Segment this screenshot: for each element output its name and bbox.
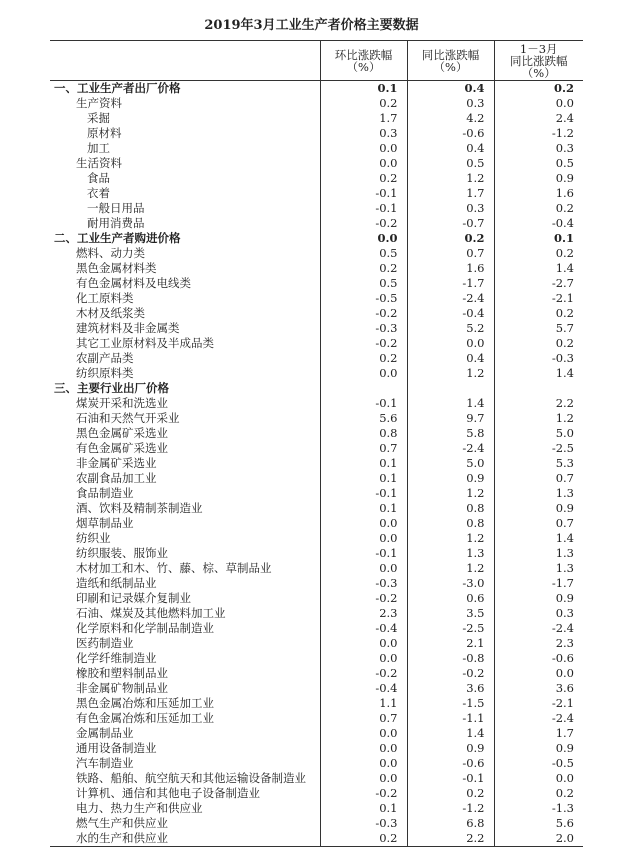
header-mom: 环比涨跌幅（%）: [320, 41, 407, 81]
row-mom-value: 0.0: [320, 516, 407, 531]
row-mom-value: -0.3: [320, 321, 407, 336]
table-row: [50, 591, 583, 606]
table-row: [50, 216, 583, 231]
header-yoy: 同比涨跌幅（%）: [407, 41, 494, 81]
header-ytd: [494, 41, 583, 81]
row-yoy-value: 1.2: [407, 561, 494, 576]
row-label: 黑色金属矿采选业: [76, 426, 168, 440]
table-row: [50, 456, 583, 471]
table-row: [50, 816, 583, 831]
header-ytd-line1: 1－3月: [519, 41, 558, 56]
row-mom-value: -0.1: [320, 201, 407, 216]
table-row: [50, 111, 583, 126]
table-row: [50, 351, 583, 366]
row-ytd-value: 0.7: [494, 516, 583, 531]
row-label: 纺织服装、服饰业: [76, 546, 168, 560]
table-row: [50, 201, 583, 216]
row-ytd-value: -0.3: [494, 351, 583, 366]
row-ytd-value: -2.4: [494, 621, 583, 636]
row-label: 有色金属矿采选业: [76, 441, 168, 455]
row-ytd-value: 0.9: [494, 501, 583, 516]
row-ytd-value: 2.0: [494, 831, 583, 847]
document-title: 2019年3月工业生产者价格主要数据: [204, 18, 419, 33]
row-ytd-value: 0.2: [494, 786, 583, 801]
row-ytd-value: -0.6: [494, 651, 583, 666]
row-label: 耐用消费品: [87, 216, 145, 230]
row-yoy-value: -0.1: [407, 771, 494, 786]
row-ytd-value: 0.0: [494, 96, 583, 111]
row-ytd-value: -0.5: [494, 756, 583, 771]
row-mom-value: 1.1: [320, 696, 407, 711]
row-mom-value: 2.3: [320, 606, 407, 621]
row-yoy-value: 1.3: [407, 546, 494, 561]
row-ytd-value: 1.3: [494, 486, 583, 501]
row-yoy-value: 1.4: [407, 726, 494, 741]
row-yoy-value: 0.4: [407, 81, 494, 97]
row-ytd-value: 1.3: [494, 546, 583, 561]
row-yoy-value: -1.2: [407, 801, 494, 816]
row-ytd-value: -0.4: [494, 216, 583, 231]
table-row: [50, 831, 583, 847]
row-yoy-value: -0.6: [407, 756, 494, 771]
row-mom-value: 0.2: [320, 831, 407, 847]
row-label: 水的生产和供应业: [50, 831, 320, 847]
row-yoy-value: 2.2: [407, 831, 494, 847]
row-yoy-value: -0.6: [407, 126, 494, 141]
row-yoy-value: -1.5: [407, 696, 494, 711]
row-mom-value: -0.4: [320, 681, 407, 696]
row-mom-value: -0.2: [320, 216, 407, 231]
table-row: [50, 666, 583, 681]
row-label: 石油、煤炭及其他燃料加工业: [76, 606, 226, 620]
row-yoy-value: 0.3: [407, 201, 494, 216]
row-mom-value: -0.2: [320, 336, 407, 351]
row-label: 一、工业生产者出厂价格: [54, 81, 181, 95]
row-label: 加工: [87, 141, 110, 155]
row-ytd-value: 1.4: [494, 261, 583, 276]
row-yoy-value: 1.2: [407, 531, 494, 546]
row-ytd-value: 0.0: [494, 666, 583, 681]
row-yoy-value: 0.0: [407, 336, 494, 351]
row-ytd-value: 5.7: [494, 321, 583, 336]
row-yoy-value: [407, 381, 494, 396]
row-label: 烟草制品业: [76, 516, 134, 530]
row-label: 纺织原料类: [76, 366, 134, 380]
row-mom-value: 0.0: [320, 636, 407, 651]
row-label: 木材及纸浆类: [76, 306, 145, 320]
table-row: [50, 81, 583, 97]
table-row: [50, 336, 583, 351]
table-row: [50, 171, 583, 186]
row-mom-value: 0.0: [320, 756, 407, 771]
table-row: [50, 561, 583, 576]
row-mom-value: -0.1: [320, 396, 407, 411]
table-row: [50, 276, 583, 291]
row-label: 酒、饮料及精制茶制造业: [76, 501, 203, 515]
table-row: [50, 246, 583, 261]
row-mom-value: 0.0: [320, 366, 407, 381]
row-label: 医药制造业: [76, 636, 134, 650]
row-mom-value: [320, 381, 407, 396]
row-ytd-value: 5.0: [494, 426, 583, 441]
row-yoy-value: 0.8: [407, 516, 494, 531]
row-mom-value: 0.5: [320, 246, 407, 261]
table-row: [50, 546, 583, 561]
row-ytd-value: -2.5: [494, 441, 583, 456]
row-yoy-value: 0.8: [407, 501, 494, 516]
row-yoy-value: 5.8: [407, 426, 494, 441]
row-label: 通用设备制造业: [76, 741, 157, 755]
row-ytd-value: 3.6: [494, 681, 583, 696]
row-mom-value: 0.2: [320, 351, 407, 366]
row-label: 计算机、通信和其他电子设备制造业: [76, 786, 260, 800]
row-mom-value: 5.6: [320, 411, 407, 426]
table-row: [50, 441, 583, 456]
table-row: [50, 486, 583, 501]
row-mom-value: -0.4: [320, 621, 407, 636]
row-mom-value: 1.7: [320, 111, 407, 126]
row-mom-value: -0.5: [320, 291, 407, 306]
row-ytd-value: 5.6: [494, 816, 583, 831]
table-body: [50, 81, 583, 847]
row-mom-value: 0.0: [320, 771, 407, 786]
row-label: 采掘: [87, 111, 110, 125]
row-ytd-value: 1.2: [494, 411, 583, 426]
row-mom-value: -0.3: [320, 816, 407, 831]
row-mom-value: -0.1: [320, 546, 407, 561]
row-yoy-value: 0.4: [407, 351, 494, 366]
row-yoy-value: 6.8: [407, 816, 494, 831]
table-row: [50, 711, 583, 726]
table-row: [50, 726, 583, 741]
row-label: 汽车制造业: [76, 756, 134, 770]
row-ytd-value: 1.4: [494, 531, 583, 546]
row-label: 石油和天然气开采业: [76, 411, 180, 425]
row-mom-value: 0.1: [320, 81, 407, 97]
row-ytd-value: 0.3: [494, 606, 583, 621]
row-label: 生活资料: [76, 156, 122, 170]
row-ytd-value: 1.6: [494, 186, 583, 201]
row-mom-value: 0.1: [320, 801, 407, 816]
table-row: [50, 576, 583, 591]
row-label: 三、主要行业出厂价格: [54, 381, 169, 395]
row-mom-value: 0.2: [320, 96, 407, 111]
row-yoy-value: 0.9: [407, 741, 494, 756]
row-label: 化学原料和化学制品制造业: [76, 621, 214, 635]
row-yoy-value: 0.7: [407, 246, 494, 261]
row-yoy-value: 3.5: [407, 606, 494, 621]
row-label: 造纸和纸制品业: [76, 576, 157, 590]
row-yoy-value: 0.3: [407, 96, 494, 111]
row-yoy-value: 3.6: [407, 681, 494, 696]
row-yoy-value: -3.0: [407, 576, 494, 591]
row-ytd-value: 0.2: [494, 246, 583, 261]
table-row: [50, 411, 583, 426]
row-label: 电力、热力生产和供应业: [76, 801, 203, 815]
row-label: 衣着: [87, 186, 110, 200]
row-yoy-value: 1.7: [407, 186, 494, 201]
table-row: [50, 501, 583, 516]
row-ytd-value: 1.3: [494, 561, 583, 576]
table-row: [50, 651, 583, 666]
table-row: [50, 771, 583, 786]
table-header-row: [50, 41, 583, 81]
row-ytd-value: 0.2: [494, 336, 583, 351]
row-label: 建筑材料及非金属类: [76, 321, 180, 335]
row-label: 农副产品类: [76, 351, 134, 365]
row-yoy-value: 0.2: [407, 231, 494, 246]
table-row: [50, 516, 583, 531]
table-row: [50, 471, 583, 486]
table-row: [50, 186, 583, 201]
row-label: 其它工业原材料及半成品类: [76, 336, 214, 350]
row-ytd-value: 1.7: [494, 726, 583, 741]
row-yoy-value: 1.2: [407, 366, 494, 381]
row-label: 二、工业生产者购进价格: [54, 231, 181, 245]
row-mom-value: -0.2: [320, 591, 407, 606]
row-ytd-value: 0.9: [494, 591, 583, 606]
row-ytd-value: 0.2: [494, 201, 583, 216]
table-row: [50, 306, 583, 321]
row-yoy-value: -1.1: [407, 711, 494, 726]
row-yoy-value: -0.8: [407, 651, 494, 666]
row-ytd-value: -2.7: [494, 276, 583, 291]
row-label: 化工原料类: [76, 291, 134, 305]
row-yoy-value: 0.5: [407, 156, 494, 171]
row-label: 印刷和记录媒介复制业: [76, 591, 191, 605]
table-row: [50, 126, 583, 141]
row-ytd-value: 0.9: [494, 741, 583, 756]
row-mom-value: -0.1: [320, 486, 407, 501]
row-mom-value: 0.1: [320, 501, 407, 516]
row-mom-value: -0.2: [320, 786, 407, 801]
row-mom-value: 0.5: [320, 276, 407, 291]
row-yoy-value: 4.2: [407, 111, 494, 126]
row-ytd-value: 2.2: [494, 396, 583, 411]
row-mom-value: 0.0: [320, 561, 407, 576]
row-mom-value: 0.0: [320, 531, 407, 546]
row-label: 煤炭开采和洗选业: [76, 396, 168, 410]
table-row: [50, 156, 583, 171]
row-label: 黑色金属冶炼和压延加工业: [76, 696, 214, 710]
table-row: [50, 801, 583, 816]
row-mom-value: 0.1: [320, 471, 407, 486]
table-row: [50, 396, 583, 411]
row-yoy-value: 1.6: [407, 261, 494, 276]
table-row: [50, 366, 583, 381]
row-yoy-value: -2.4: [407, 441, 494, 456]
row-mom-value: 0.0: [320, 651, 407, 666]
row-ytd-value: 0.1: [494, 231, 583, 246]
row-label: 原材料: [87, 126, 122, 140]
table-row: [50, 381, 583, 396]
row-ytd-value: [494, 381, 583, 396]
row-mom-value: 0.7: [320, 711, 407, 726]
row-mom-value: 0.0: [320, 741, 407, 756]
row-mom-value: 0.7: [320, 441, 407, 456]
row-label: 金属制品业: [76, 726, 134, 740]
row-label: 纺织业: [76, 531, 111, 545]
table-row: [50, 621, 583, 636]
row-mom-value: 0.2: [320, 171, 407, 186]
row-ytd-value: -1.3: [494, 801, 583, 816]
table-row: [50, 606, 583, 621]
row-label: 黑色金属材料类: [76, 261, 157, 275]
row-yoy-value: 5.0: [407, 456, 494, 471]
row-label: 非金属矿采选业: [76, 456, 157, 470]
table-row: [50, 261, 583, 276]
row-ytd-value: -2.1: [494, 696, 583, 711]
row-ytd-value: 5.3: [494, 456, 583, 471]
row-yoy-value: 9.7: [407, 411, 494, 426]
row-label: 燃气生产和供应业: [76, 816, 168, 830]
row-mom-value: 0.0: [320, 141, 407, 156]
row-mom-value: -0.1: [320, 186, 407, 201]
row-label: 食品制造业: [76, 486, 134, 500]
row-ytd-value: 2.3: [494, 636, 583, 651]
row-label: 有色金属冶炼和压延加工业: [76, 711, 214, 725]
row-yoy-value: 0.6: [407, 591, 494, 606]
row-yoy-value: 2.1: [407, 636, 494, 651]
row-yoy-value: -0.4: [407, 306, 494, 321]
table-row: [50, 681, 583, 696]
row-label: 木材加工和木、竹、藤、棕、草制品业: [76, 561, 272, 575]
row-yoy-value: -2.5: [407, 621, 494, 636]
row-label: 生产资料: [76, 96, 122, 110]
table-row: [50, 786, 583, 801]
row-yoy-value: 1.2: [407, 486, 494, 501]
table-row: [50, 141, 583, 156]
row-mom-value: 0.3: [320, 126, 407, 141]
row-yoy-value: -0.7: [407, 216, 494, 231]
row-yoy-value: 0.4: [407, 141, 494, 156]
table-row: [50, 96, 583, 111]
table-row: [50, 756, 583, 771]
price-data-table: [50, 40, 583, 847]
row-ytd-value: 0.2: [494, 306, 583, 321]
row-ytd-value: 0.2: [494, 81, 583, 97]
row-ytd-value: 1.4: [494, 366, 583, 381]
row-ytd-value: -1.2: [494, 126, 583, 141]
row-label: 农副食品加工业: [76, 471, 157, 485]
row-label: 橡胶和塑料制品业: [76, 666, 168, 680]
row-mom-value: 0.0: [320, 726, 407, 741]
row-ytd-value: -1.7: [494, 576, 583, 591]
row-ytd-value: -2.1: [494, 291, 583, 306]
row-label: 食品: [87, 171, 110, 185]
row-yoy-value: 1.2: [407, 171, 494, 186]
table-row: [50, 531, 583, 546]
row-mom-value: 0.1: [320, 456, 407, 471]
row-mom-value: 0.0: [320, 156, 407, 171]
row-label: 化学纤维制造业: [76, 651, 157, 665]
row-mom-value: -0.2: [320, 306, 407, 321]
table-row: [50, 696, 583, 711]
row-ytd-value: 0.3: [494, 141, 583, 156]
row-ytd-value: 0.7: [494, 471, 583, 486]
row-label: 燃料、动力类: [76, 246, 145, 260]
table-row: [50, 741, 583, 756]
row-mom-value: 0.0: [320, 231, 407, 246]
row-yoy-value: -0.2: [407, 666, 494, 681]
row-label: 有色金属材料及电线类: [76, 276, 191, 290]
row-yoy-value: 5.2: [407, 321, 494, 336]
row-ytd-value: -2.4: [494, 711, 583, 726]
row-label: 非金属矿物制品业: [76, 681, 168, 695]
table-row: [50, 291, 583, 306]
row-mom-value: 0.8: [320, 426, 407, 441]
header-ytd-line2: 同比涨跌幅（%）: [510, 53, 568, 80]
row-yoy-value: 0.2: [407, 786, 494, 801]
table-row: [50, 426, 583, 441]
row-ytd-value: 0.5: [494, 156, 583, 171]
table-row: [50, 321, 583, 336]
row-yoy-value: 0.9: [407, 471, 494, 486]
table-row: [50, 231, 583, 246]
row-mom-value: -0.2: [320, 666, 407, 681]
row-ytd-value: 0.0: [494, 771, 583, 786]
row-ytd-value: 2.4: [494, 111, 583, 126]
header-name: [50, 41, 320, 81]
row-mom-value: -0.3: [320, 576, 407, 591]
row-mom-value: 0.2: [320, 261, 407, 276]
table-row: [50, 636, 583, 651]
row-label: 铁路、船舶、航空航天和其他运输设备制造业: [76, 771, 306, 785]
row-yoy-value: -2.4: [407, 291, 494, 306]
row-yoy-value: -1.7: [407, 276, 494, 291]
row-yoy-value: 1.4: [407, 396, 494, 411]
row-label: 一般日用品: [87, 201, 145, 215]
row-ytd-value: 0.9: [494, 171, 583, 186]
